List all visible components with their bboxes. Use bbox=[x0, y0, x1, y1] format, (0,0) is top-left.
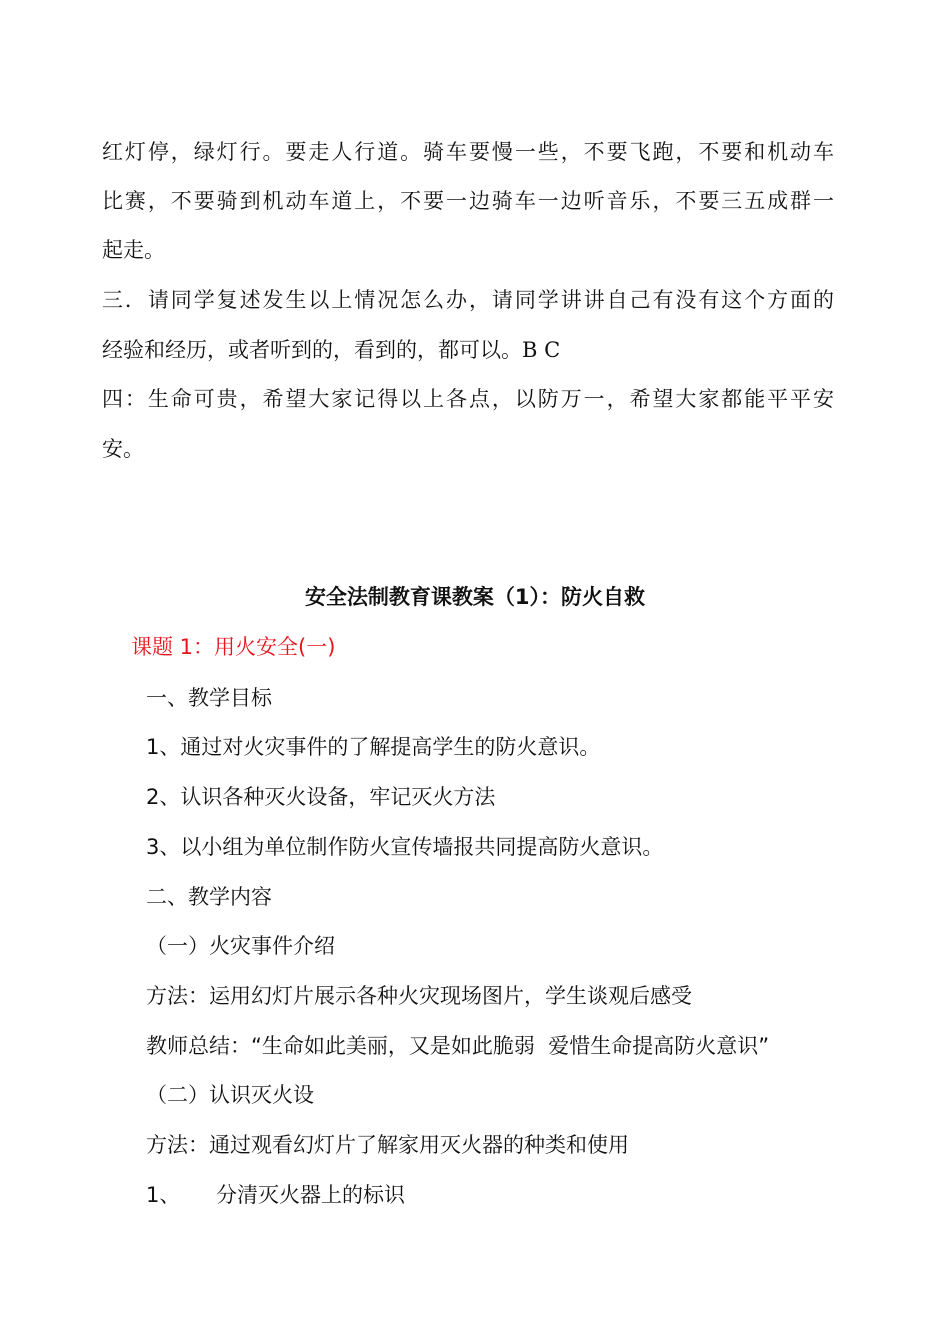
paragraph-line: 四：生命可贵，希望大家记得以上各点，以防万一，希望大家都能平平安 bbox=[102, 387, 834, 411]
paragraph-line: 比赛，不要骑到机动车道上，不要一边骑车一边听音乐，不要三五成群一 bbox=[102, 189, 834, 213]
paragraph-line: 三．请同学复述发生以上情况怎么办，请同学讲讲自己有没有这个方面的 bbox=[102, 288, 834, 312]
subsection-heading: （二）认识灭火设 bbox=[146, 1083, 314, 1107]
method-line: 方法：运用幻灯片展示各种火灾现场图片，学生谈观后感受 bbox=[146, 984, 692, 1008]
method-line: 方法：通过观看幻灯片了解家用灭火器的种类和使用 bbox=[146, 1133, 629, 1157]
goals-heading: 一、教学目标 bbox=[146, 686, 272, 710]
goal-item: 3、以小组为单位制作防火宣传墙报共同提高防火意识。 bbox=[146, 835, 664, 859]
lesson-topic: 课题 1：用火安全(一) bbox=[131, 635, 336, 659]
paragraph-line: 起走。 bbox=[102, 238, 165, 262]
goal-item: 2、认识各种灭火设备，牢记灭火方法 bbox=[146, 785, 496, 809]
content-heading: 二、教学内容 bbox=[146, 885, 272, 909]
paragraph-line: 经验和经历，或者听到的，看到的，都可以。B C bbox=[102, 338, 561, 362]
paragraph-line: 红灯停，绿灯行。要走人行道。骑车要慢一些，不要飞跑，不要和机动车 bbox=[102, 140, 834, 164]
lesson-title: 安全法制教育课教案（1）：防火自救 bbox=[304, 585, 646, 609]
subsection-heading: （一）火灾事件介绍 bbox=[146, 934, 335, 958]
goal-item: 1、通过对火灾事件的了解提高学生的防火意识。 bbox=[146, 735, 601, 759]
list-item-text: 分清灭火器上的标识 bbox=[216, 1183, 405, 1207]
teacher-summary: 教师总结：“生命如此美丽，又是如此脆弱 爱惜生命提高防火意识” bbox=[146, 1034, 770, 1058]
paragraph-line: 安。 bbox=[102, 437, 144, 461]
list-item-number: 1、 bbox=[146, 1183, 181, 1207]
